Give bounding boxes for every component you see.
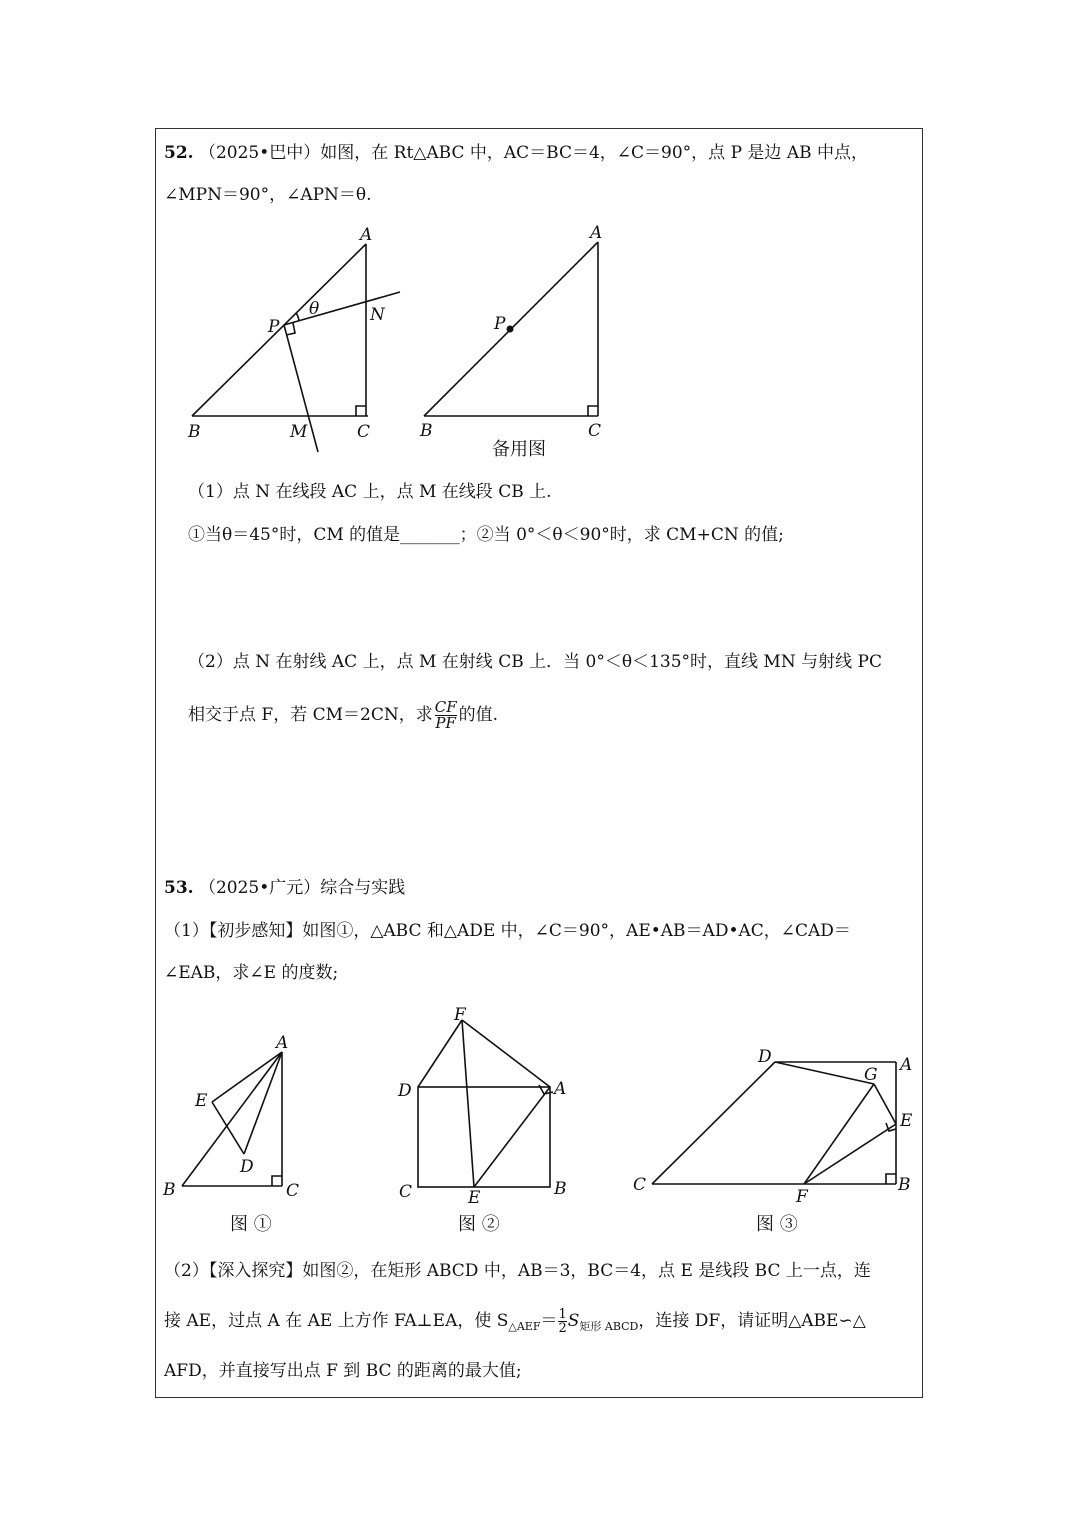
q52-figure-main [180, 222, 420, 457]
q53f3-label-B: B [898, 1175, 911, 1195]
q53f1-line-AD [244, 1052, 282, 1154]
q53f3-line-CD [652, 1062, 775, 1184]
q53-part1-line1: （1）【初步感知】如图①，△ABC 和△ADE 中，∠C＝90°，AE•AB＝AD•AC，∠CAD＝ [164, 921, 851, 941]
q52b-label-C: C [588, 421, 602, 441]
q53f1-caption: 图 ① [230, 1214, 272, 1235]
q53f2-line-FE [462, 1020, 474, 1187]
q53f2-caption: 图 ② [458, 1214, 500, 1235]
q53f2-label-D: D [398, 1081, 412, 1101]
q53-number: 53. [164, 878, 194, 898]
q52-label-M: M [290, 422, 308, 442]
q52b-label-A: A [590, 223, 603, 243]
q52-part2-fraction [435, 700, 457, 731]
q52b-label-P: P [494, 314, 506, 334]
q53f3-label-G: G [864, 1065, 878, 1085]
q53-frac-num: 1 [558, 1307, 567, 1322]
q53-frac-den: 2 [558, 1321, 567, 1336]
q53f1-label-C: C [286, 1181, 300, 1201]
q52b-caption: 备用图 [492, 439, 546, 460]
q53-part1-line2: ∠EAB，求∠E 的度数; [164, 963, 339, 983]
q52-part2-line1: （2）点 N 在射线 AC 上，点 M 在射线 CB 上．当 0°＜θ＜135°时，直线 MN 与射线 PC [188, 652, 882, 672]
q53-title: （2025•广元）综合与实践 [198, 878, 406, 898]
q52-stem-line1: （2025•巴中）如图，在 Rt△ABC 中，AC＝BC＝4，∠C＝90°，点 P 是边 AB 中点， [198, 143, 869, 163]
q53-part2-s: S [567, 1311, 580, 1331]
q53f3-label-E: E [900, 1111, 913, 1131]
q52-frac-num: CF [434, 698, 457, 716]
q53-part2-sub1: △AEF [508, 1320, 541, 1333]
q52-label-A: A [360, 225, 373, 245]
q52-right-angle-C [356, 406, 366, 416]
q53-part2-line1: （2）【深入探究】如图②，在矩形 ABCD 中，AB＝3，BC＝4，点 E 是线段 BC 上一点，连 [164, 1261, 871, 1281]
q53f3-caption: 图 ③ [756, 1214, 798, 1235]
q52-part1-intro: （1）点 N 在线段 AC 上，点 M 在线段 CB 上. [188, 482, 552, 502]
q53f1-label-D: D [240, 1157, 254, 1177]
q53-figure-1 [160, 1030, 310, 1240]
q52-part2-pre: 相交于点 F，若 CM＝2CN，求 [188, 705, 433, 725]
q53-part2-pre: 接 AE，过点 A 在 AE 上方作 FA⊥EA，使 S [164, 1311, 509, 1331]
q52b-label-B: B [420, 421, 433, 441]
q53-figure-3 [630, 1040, 920, 1240]
q53f3-line-FG [804, 1084, 874, 1184]
q53-part2-post: ，连接 DF，请证明△ABE∽△ [638, 1311, 866, 1331]
q53f1-label-B: B [163, 1180, 176, 1200]
q53f2-label-F: F [454, 1005, 466, 1025]
q53f3-line-EF [804, 1124, 896, 1184]
q52-figure-backup [410, 222, 620, 467]
q52b-point-P [507, 326, 514, 333]
q52-label-P: P [268, 317, 280, 337]
q53f3-right-angle-B [886, 1174, 896, 1184]
q52-stem-line2: ∠MPN＝90°，∠APN＝θ. [164, 185, 372, 205]
q53f1-line-AE [212, 1052, 282, 1102]
q53f3-line-GE [874, 1084, 896, 1124]
q52b-right-angle-C [588, 406, 598, 416]
q53f1-label-A: A [276, 1033, 289, 1053]
q53f2-rectangle-ABCD [418, 1087, 550, 1187]
q52-part1-question: ①当θ＝45°时，CM 的值是_______；②当 0°＜θ＜90°时，求 CM+CN 的值; [188, 525, 784, 545]
q53f1-line-AB [182, 1052, 282, 1186]
q53f1-label-E: E [195, 1091, 208, 1111]
q53-title-line [164, 877, 405, 899]
q53f3-label-C: C [633, 1175, 647, 1195]
q53-part2-eq: ＝ [540, 1311, 558, 1331]
q53f2-label-A: A [554, 1079, 567, 1099]
q53f3-line-DG [775, 1062, 874, 1084]
q53f2-line-FD [418, 1020, 462, 1087]
q53f2-line-AE [474, 1087, 550, 1187]
q53f2-label-E: E [468, 1188, 481, 1208]
q53f2-label-C: C [399, 1182, 413, 1202]
q52-number: 52. [164, 143, 194, 163]
q53f3-label-F: F [796, 1187, 808, 1207]
q52-part2-line2 [188, 700, 498, 731]
q52-frac-den: PF [435, 714, 456, 732]
q53f3-label-A: A [900, 1055, 913, 1075]
q52-label-theta: θ [309, 299, 320, 319]
q53f2-line-FA [462, 1020, 550, 1087]
q52-label-C: C [357, 422, 371, 442]
q53-part2-line3: AFD，并直接写出点 F 到 BC 的距离的最大值; [164, 1361, 522, 1381]
q53f1-right-angle-C [272, 1176, 282, 1186]
q53-figure-2 [390, 1000, 580, 1240]
q52-part2-post: 的值. [458, 705, 499, 725]
q53-part2-fraction [558, 1308, 566, 1335]
q53f2-label-B: B [554, 1179, 567, 1199]
q52-theta-arc [296, 313, 299, 321]
q53f3-label-D: D [758, 1047, 772, 1067]
q53-part2-line2 [164, 1304, 866, 1340]
q52-label-B: B [188, 422, 201, 442]
q52-line1 [164, 142, 868, 164]
q53-part2-sub2: 矩形 ABCD [579, 1320, 639, 1333]
q52-label-N: N [370, 305, 385, 325]
